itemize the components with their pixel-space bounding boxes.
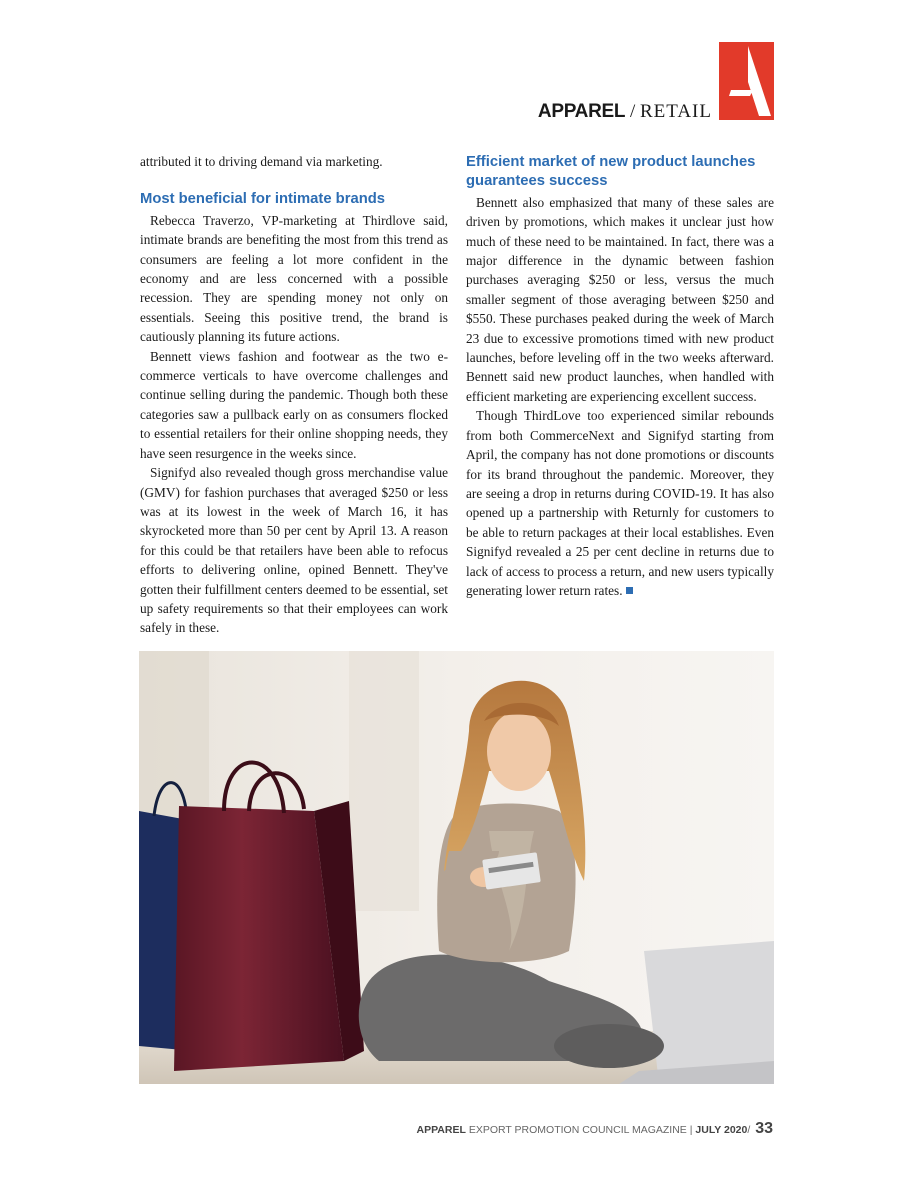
footer-divider: | (689, 1124, 693, 1136)
body-paragraph: Signifyd also revealed though gross merchandise value (GMV) for fashion purchases that averaged $250 or less was at its lowest in the week of March 16, it has skyrocketed more than 50 per cent by April 13. A reason for this could be that retailers have been able to refocus efforts to delivering online, opined Bennett. They've gotten their fulfillment centers deemed to be essential, set up safety requirements so that their employees can work safely in these. (140, 465, 448, 636)
section-heading-intimate-brands: Most beneficial for intimate brands (140, 191, 386, 208)
body-paragraph (466, 406, 774, 600)
page-number: 33 (755, 1120, 773, 1137)
section-header (520, 100, 712, 124)
body-paragraph: Bennett also emphasized that many of these sales are driven by promotions, which makes it unclear just how much of these need to be maintained. In fact, there was a major difference in the dynamic between fashion purchases averaging $250 or less, versus the much smaller segment of those averaging between $250 and $550. These purchases peaked during the week of March 23 due to excessive promotions timed with new product launches, before leveling off in the two weeks afterward. Bennett said new product launches, when handled with efficient marketing are experiencing excellent success. (466, 194, 774, 404)
footer-issue: JULY 2020 (695, 1124, 748, 1136)
end-of-article-mark (626, 587, 633, 594)
body-paragraph: Rebecca Traverzo, VP-marketing at Thirdlove said, intimate brands are benefiting the most from this trend as consumers are feeling a lot more confident in the economy and are less concerned with a possible recession. They are spending money not only on essentials. Seeing this positive trend, the brand is cautiously planning its future actions. (140, 212, 448, 345)
left-column (140, 152, 448, 638)
footer-slash: / (747, 1124, 751, 1136)
page-footer (416, 1120, 773, 1139)
footer-magazine: EXPORT PROMOTION COUNCIL MAGAZINE (468, 1124, 687, 1136)
article-photo (139, 651, 774, 1084)
section-main-label: APPAREL (537, 101, 626, 122)
right-column (466, 152, 774, 600)
body-paragraph: Bennett views fashion and footwear as the two e-commerce verticals to have overcome challenges and continue selling during the pandemic. Though both these categories saw a pullback early on as consumers flocked to essential retailers for their online shopping needs, they have seen resurgence in the weeks since. (140, 348, 448, 461)
section-heading-product-launches: Efficient market of new product launches guarantees success (466, 154, 756, 190)
section-separator: / (629, 101, 636, 122)
final-paragraph-text: Though ThirdLove too experienced similar rebounds from both CommerceNext and Signifyd starting from April, the company has not done promotions or discounts for its brand throughout the pandemic. Moreover, they are seeing a drop in returns during COVID-19. It has also opened up a partnership with Returnly for customers to be able to return packages at their local establishes. Even Signifyd revealed a 25 per cent decline in returns due to lack of access to process a return, and new users typically generating lower return rates. (466, 408, 774, 598)
lead-paragraph: attributed it to driving demand via marketing. (140, 154, 383, 169)
footer-brand: APPAREL (416, 1124, 466, 1136)
section-logo (719, 42, 774, 120)
section-sub-label: RETAIL (639, 101, 712, 122)
